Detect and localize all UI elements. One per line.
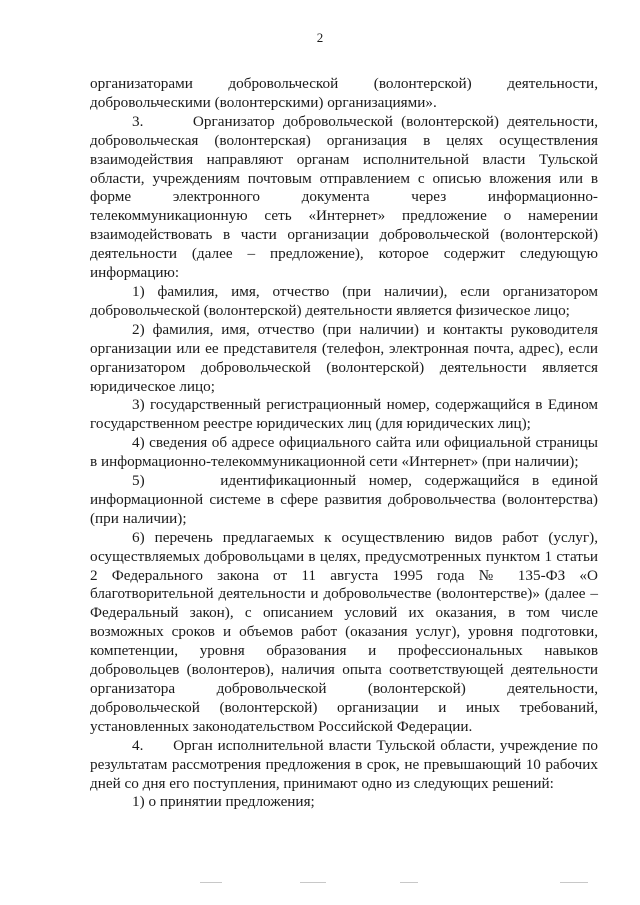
subitem-3-2: 2) фамилия, имя, отчество (при наличии) и контакты руководителя организации или ее представителя (телефон, электронная почта, адрес), если организатором добровольческой (волонтерской) деятельности является юридическое лицо; bbox=[90, 320, 598, 395]
page-number: 2 bbox=[316, 30, 324, 45]
scan-artifact bbox=[560, 882, 588, 883]
subitem-3-6: 6) перечень предлагаемых к осуществлению видов работ (услуг), осуществляемых добровольцами в целях, предусмотренных пунктом 1 статьи 2 Федерального закона от 11 августа 1995 года № 135-ФЗ «О благотворительной деятельности и добровольчестве (волонтерстве)» (далее – Федеральный закон), с описанием условий их оказания, в том числе возможных сроков и объемов работ (оказания услуг), уровня подготовки, компетенции, уровня образования и профессиональных навыков добровольцев (волонтеров), наличия опыта соответствующей деятельности организатора добровольческой (волонтерской) деятельности, добровольческой (волонтерской) организации и иных требований, установленных законодательством Российской Федерации. bbox=[90, 528, 598, 735]
paragraph-item-3: 3. Организатор добровольческой (волонтерской) деятельности, добровольческая (волонтерская) организация в целях осуществления взаимодействия направляют органам исполнительной власти Тульской области, учреждениям почтовым отправлением с описью вложения или в форме электронного документа через информационно-телекоммуникационную сеть «Интернет» предложение о намерении взаимодействовать в части организации добровольческой (волонтерской) деятельности (далее – предложение), которое содержит следующую информацию: bbox=[90, 112, 598, 282]
paragraph-item-4: 4. Орган исполнительной власти Тульской области, учреждение по результатам рассмотрения предложения в срок, не превышающий 10 рабочих дней со дня его поступления, принимают одно из следующих решений: bbox=[90, 736, 598, 792]
scan-artifact bbox=[200, 882, 222, 883]
paragraph-continuation: организаторами добровольческой (волонтерской) деятельности, добровольческими (волонтерскими) организациями». bbox=[90, 75, 598, 111]
scan-artifact bbox=[300, 882, 326, 883]
subitem-3-1: 1) фамилия, имя, отчество (при наличии), если организатором добровольческой (волонтерской) деятельности является физическое лицо; bbox=[90, 282, 598, 319]
subitem-3-3: 3) государственный регистрационный номер, содержащийся в Едином государственном реестре юридических лиц (для юридических лиц); bbox=[90, 396, 598, 433]
subitem-3-5: 5) идентификационный номер, содержащийся в единой информационной системе в сфере развития добровольчества (волонтерства) (при наличии); bbox=[90, 472, 598, 527]
subitem-3-4: 4) сведения об адресе официального сайта или официальной страницы в информационно-телекоммуникационной сети «Интернет» (при наличии); bbox=[90, 434, 598, 471]
scan-artifact bbox=[400, 882, 418, 883]
document-body bbox=[90, 75, 598, 812]
subitem-4-1: 1) о принятии предложения; bbox=[132, 793, 315, 811]
